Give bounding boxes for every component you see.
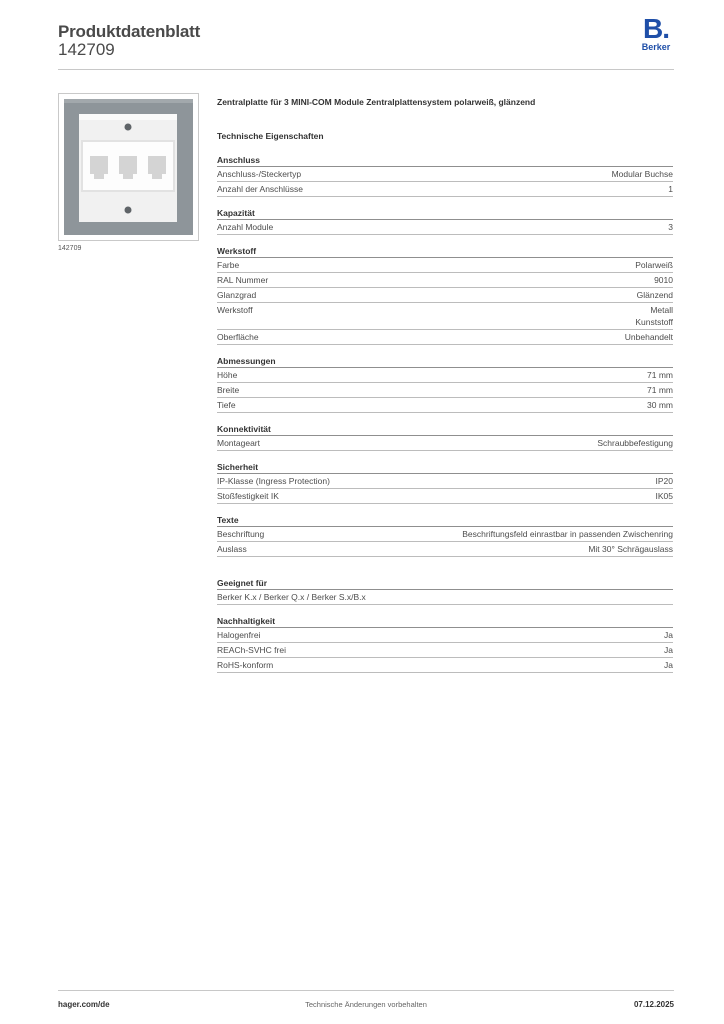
property-label: Werkstoff <box>217 305 253 315</box>
property-value <box>664 629 673 641</box>
property-value-line: Beschriftungsfeld einrastbar in passenden Zwischenring <box>462 529 673 539</box>
property-row <box>217 590 673 605</box>
property-value-line: 71 mm <box>647 385 673 395</box>
property-value-line: 1 <box>668 184 673 194</box>
property-value-line: Ja <box>664 660 673 670</box>
image-caption: 142709 <box>58 245 82 252</box>
product-image <box>58 93 199 241</box>
document-number: 142709 <box>58 40 115 59</box>
property-row <box>217 489 673 504</box>
property-label: RAL Nummer <box>217 275 269 285</box>
property-value <box>656 490 674 502</box>
property-value <box>635 259 673 271</box>
property-value <box>654 274 673 286</box>
property-value <box>625 331 673 343</box>
property-label: Anzahl der Anschlüsse <box>217 184 303 194</box>
section-title: Texte <box>217 514 673 527</box>
property-row <box>217 368 673 383</box>
property-value-line: Polarweiß <box>635 260 673 270</box>
property-label: Montageart <box>217 438 260 448</box>
section-title: Konnektivität <box>217 423 673 436</box>
property-row <box>217 383 673 398</box>
property-section <box>217 154 673 197</box>
property-section <box>217 514 673 557</box>
footer-date: 07.12.2025 <box>633 1000 674 1009</box>
property-section <box>217 461 673 504</box>
property-row <box>217 658 673 673</box>
property-value-line: 9010 <box>654 275 673 285</box>
property-value <box>668 221 673 233</box>
property-label: Berker K.x / Berker Q.x / Berker S.x/B.x <box>217 592 366 602</box>
footer-website: hager.com/de <box>58 1000 110 1009</box>
property-label: Halogenfrei <box>217 630 261 640</box>
property-section <box>217 245 673 345</box>
property-row <box>217 628 673 643</box>
berker-logo <box>638 15 674 53</box>
property-value <box>647 384 673 396</box>
product-photo-illustration <box>59 94 198 240</box>
section-title: Abmessungen <box>217 355 673 368</box>
property-section <box>217 355 673 413</box>
property-row <box>217 220 673 235</box>
property-value-line: 3 <box>668 222 673 232</box>
property-label: Farbe <box>217 260 240 270</box>
section-title: Werkstoff <box>217 245 673 258</box>
property-sections <box>217 154 673 673</box>
property-value <box>637 289 673 301</box>
property-value <box>664 644 673 656</box>
page-header <box>58 13 674 70</box>
property-row <box>217 167 673 182</box>
property-row <box>217 182 673 197</box>
property-label: RoHS-konform <box>217 660 274 670</box>
property-value-line: Metall <box>650 305 673 315</box>
property-value-line: Modular Buchse <box>611 169 673 179</box>
property-label: Beschriftung <box>217 529 265 539</box>
property-label: Anzahl Module <box>217 222 274 232</box>
property-label: Glanzgrad <box>217 290 257 300</box>
property-section <box>217 577 673 605</box>
property-value <box>635 304 673 328</box>
property-row <box>217 542 673 557</box>
property-section <box>217 207 673 235</box>
section-title: Geeignet für <box>217 577 673 590</box>
property-row <box>217 258 673 273</box>
property-label: Höhe <box>217 370 238 380</box>
footer-disclaimer: Technische Änderungen vorbehalten <box>305 1000 427 1009</box>
document-title: Produktdatenblatt <box>58 22 201 41</box>
property-value-line: Unbehandelt <box>624 332 673 342</box>
property-value <box>664 659 673 671</box>
property-row <box>217 436 673 451</box>
product-title: Zentralplatte für 3 MINI-COM Module Zentralplattensystem polarweiß, glänzend <box>217 97 536 107</box>
property-value-line: IP20 <box>655 476 673 486</box>
property-value-line: 30 mm <box>647 400 673 410</box>
property-value-line: IK05 <box>655 491 673 501</box>
product-content <box>217 96 673 673</box>
property-row <box>217 474 673 489</box>
section-title: Sicherheit <box>217 461 673 474</box>
property-label: IP-Klasse (Ingress Protection) <box>217 476 330 486</box>
property-value <box>612 168 673 180</box>
property-label: Tiefe <box>217 400 236 410</box>
section-title: Anschluss <box>217 154 673 167</box>
property-value-line: Glänzend <box>636 290 673 300</box>
property-value-line: Schraubbefestigung <box>597 438 673 448</box>
property-value-line: Ja <box>664 645 673 655</box>
property-row <box>217 288 673 303</box>
property-section <box>217 423 673 451</box>
property-value <box>647 369 673 381</box>
logo-text: Berker <box>641 42 671 52</box>
property-row <box>217 398 673 413</box>
property-value-line: Kunststoff <box>635 317 673 327</box>
section-title: Kapazität <box>217 207 673 220</box>
property-row <box>217 330 673 345</box>
logo-mark: B. <box>643 13 669 44</box>
property-value-line: Ja <box>664 630 673 640</box>
property-label: Breite <box>217 385 240 395</box>
property-value-line: 71 mm <box>647 370 673 380</box>
section-title: Nachhaltigkeit <box>217 615 673 628</box>
property-section <box>217 615 673 673</box>
page-footer <box>58 990 674 1014</box>
property-row <box>217 303 673 330</box>
property-value <box>588 543 673 555</box>
property-value <box>597 437 673 449</box>
property-value <box>647 399 673 411</box>
property-row <box>217 527 673 542</box>
technical-properties-heading: Technische Eigenschaften <box>217 131 324 141</box>
property-label: REACh-SVHC frei <box>217 645 286 655</box>
property-label: Anschluss-/Steckertyp <box>217 169 302 179</box>
property-value <box>656 475 674 487</box>
property-label: Oberfläche <box>217 332 259 342</box>
property-value <box>668 183 673 195</box>
property-value <box>462 528 673 540</box>
property-label: Auslass <box>217 544 247 554</box>
property-label: Stoßfestigkeit IK <box>217 491 279 501</box>
property-row <box>217 643 673 658</box>
property-value-line: Mit 30° Schrägauslass <box>588 544 673 554</box>
property-row <box>217 273 673 288</box>
